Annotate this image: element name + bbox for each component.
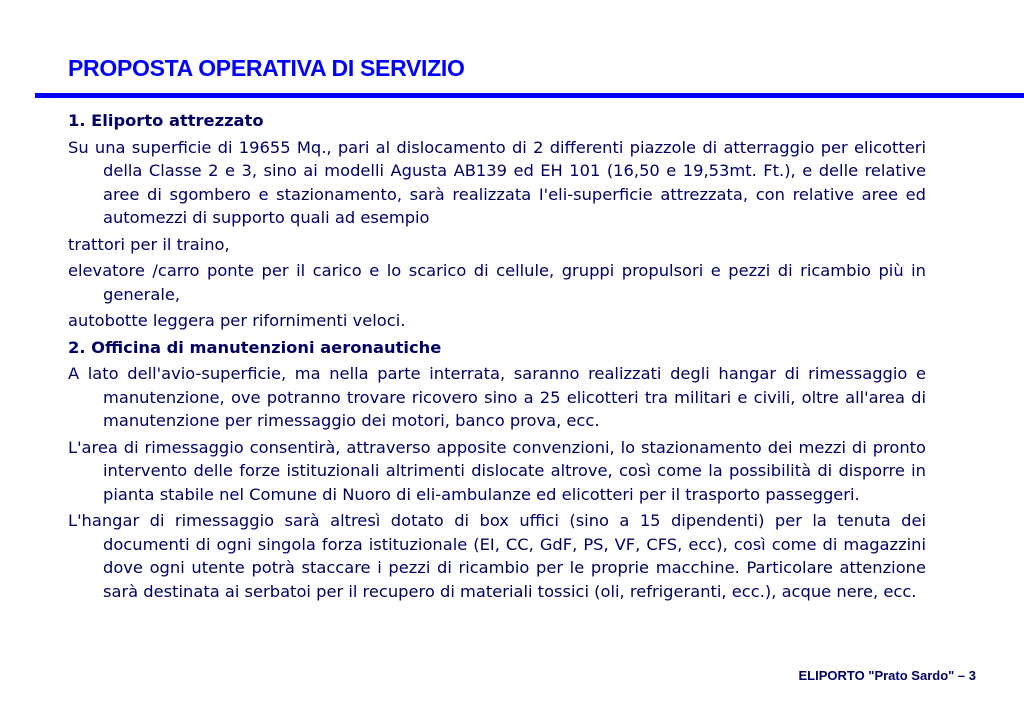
title-divider: [35, 93, 1024, 98]
paragraph: elevatore /carro ponte per il carico e lo scarico di cellule, gruppi propulsori e pezzi di ricambio più in generale,: [68, 261, 926, 304]
document-body: [68, 109, 926, 606]
paragraph: L'hangar di rimessaggio sarà altresì dotato di box uffici (sino a 15 dipendenti) per la tenuta dei documenti di ogni singola forza istituzionale (EI, CC, GdF, PS, VF, CFS, ecc), così come di magazzini dove ogni utente potrà staccare i pezzi di ricambio per le proprie macchine. Particolare attenzione sarà destinata ai serbatoi per il recupero di materiali tossici (oli, refrigeranti, ecc.), acque nere, ecc.: [68, 511, 926, 601]
page-title: PROPOSTA OPERATIVA DI SERVIZIO: [68, 55, 465, 81]
paragraph: autobotte leggera per rifornimenti veloci.: [68, 311, 406, 330]
paragraph: A lato dell'avio-superficie, ma nella parte interrata, saranno realizzati degli hangar di rimessaggio e manutenzione, ove potranno trovare ricovero sino a 25 elicotteri tra militari e civili, oltre all'area di manutenzione per rimessaggio dei motori, banco prova, ecc.: [68, 364, 926, 430]
section-heading: 2. Officina di manutenzioni aeronautiche: [68, 337, 442, 357]
page-footer: ELIPORTO "Prato Sardo" – 3: [798, 668, 976, 683]
paragraph: trattori per il traino,: [68, 234, 230, 254]
section-heading: 1. Eliporto attrezzato: [68, 111, 264, 130]
paragraph: Su una superficie di 19655 Mq., pari al dislocamento di 2 differenti piazzole di atterraggio per elicotteri della Classe 2 e 3, sino ai modelli Agusta AB139 ed EH 101 (16,50 e 19,53mt. Ft.), e delle relative aree di sgombero e stazionamento, sarà realizzata I'eli-superficie attrezzata, con relative aree ed automezzi di supporto quali ad esempio: [68, 137, 926, 227]
paragraph: L'area di rimessaggio consentirà, attraverso apposite convenzioni, lo stazionamento dei mezzi di pronto intervento delle forze istituzionali altrimenti dislocate altrove, così come la possibilità di disporre in pianta stabile nel Comune di Nuoro di eli-ambulanze ed elicotteri per il trasporto passeggeri.: [68, 437, 926, 504]
